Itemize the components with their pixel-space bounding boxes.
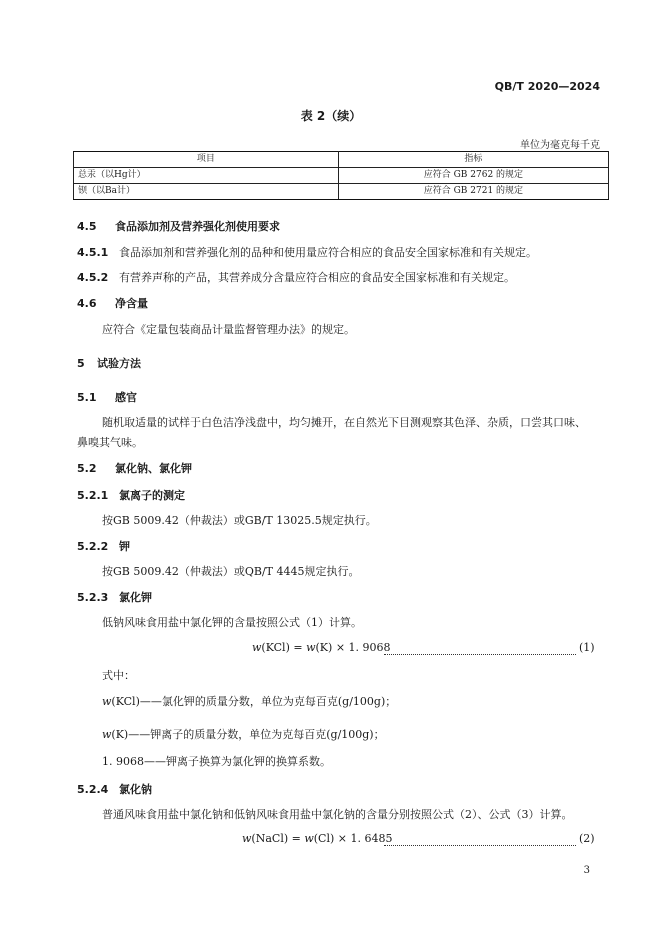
formula-factor: × 1. 9068 — [335, 641, 391, 654]
leader-dots — [384, 654, 576, 655]
where-label: 式中： — [102, 669, 135, 682]
section-5-2-2-heading — [77, 538, 130, 554]
section-title: 氯化钠、氯化钾 — [115, 462, 192, 475]
variable-definition — [102, 726, 385, 742]
section-5-2-1-heading — [77, 487, 185, 503]
section-title: 感官 — [115, 391, 137, 404]
section-number: 5.1 — [77, 391, 97, 404]
section-5-2-1-text: 按GB 5009.42（仲裁法）或GB/T 13025.5规定执行。 — [102, 514, 377, 527]
section-number: 5.2.1 — [77, 489, 109, 502]
section-title: 钾 — [119, 540, 130, 553]
formula-rhs: (K) — [315, 641, 333, 654]
clause-text: 有营养声称的产品，其营养成分含量应符合相应的食品安全国家标准和有关规定。 — [119, 271, 515, 284]
section-title: 氯化钾 — [119, 591, 152, 604]
page-number: 3 — [583, 865, 590, 876]
chapter-5-heading — [77, 355, 141, 371]
clause-text: 食品添加剂和营养强化剂的品种和使用量应符合相应的食品安全国家标准和有关规定。 — [119, 246, 537, 259]
table-unit: 单位为毫克每千克 — [520, 140, 600, 151]
section-5-2-2-text: 按GB 5009.42（仲裁法）或QB/T 4445规定执行。 — [102, 565, 360, 578]
formula-factor: × 1. 6485 — [337, 832, 393, 845]
formula-symbol: w — [304, 832, 314, 845]
table-cell: 总汞（以Hg计） — [74, 168, 339, 184]
formula-number: (2) — [579, 832, 595, 845]
formula-1 — [252, 641, 391, 654]
section-5-2-3-text: 低钠风味食用盐中氯化钾的含量按照公式（1）计算。 — [102, 616, 362, 629]
section-title: 食品添加剂及营养强化剂使用要求 — [115, 220, 280, 233]
section-title: 氯离子的测定 — [119, 489, 185, 502]
formula-symbol: w — [306, 641, 316, 654]
column-header-indicator: 指标 — [338, 152, 608, 168]
section-5-1-heading — [77, 389, 137, 405]
section-number: 4.5 — [77, 220, 97, 233]
clause-4-5-2 — [77, 269, 515, 285]
section-5-2-4-heading — [77, 781, 152, 797]
section-4-5-heading — [77, 218, 280, 234]
formula-symbol: w — [252, 641, 262, 654]
section-title: 氯化钠 — [119, 783, 152, 796]
standard-number: QB/T 2020—2024 — [494, 80, 600, 93]
leader-dots — [384, 845, 576, 846]
formula-symbol: w — [242, 832, 252, 845]
formula-equals: = — [293, 641, 303, 654]
section-5-1-text-line-1: 随机取适量的试样于白色洁净浅盘中，均匀摊开，在自然光下目测观察其色泽、杂质，口尝其口味、 — [102, 416, 586, 429]
clause-number: 4.5.1 — [77, 246, 109, 259]
variable-paren: (K) — [111, 728, 129, 741]
formula-number: (1) — [579, 641, 595, 654]
section-5-2-heading — [77, 460, 192, 476]
table-row — [74, 184, 609, 200]
section-title: 试验方法 — [97, 357, 141, 370]
clause-number: 4.5.2 — [77, 271, 109, 284]
limits-table — [73, 151, 609, 200]
table-cell: 钡（以Ba计） — [74, 184, 339, 200]
section-number: 4.6 — [77, 297, 97, 310]
variable-desc: ——钾离子的质量分数，单位为克每百克(g/100g)； — [128, 728, 385, 741]
section-5-2-4-text: 普通风味食用盐中氯化钠和低钠风味食用盐中氯化钠的含量分别按照公式（2）、公式（3）计算。 — [102, 808, 573, 821]
variable-definition — [102, 693, 396, 709]
variable-paren: (KCl) — [111, 695, 140, 708]
table-header-row — [74, 152, 609, 168]
formula-equals: = — [291, 832, 301, 845]
table-title: 表 2（续） — [300, 109, 362, 123]
table-cell: 应符合 GB 2762 的规定 — [338, 168, 608, 184]
section-number: 5.2.3 — [77, 591, 109, 604]
column-header-item: 项目 — [74, 152, 339, 168]
variable-definition: 1. 9068——钾离子换算为氯化钾的换算系数。 — [102, 755, 331, 768]
section-5-2-3-heading — [77, 589, 152, 605]
formula-2 — [242, 832, 393, 845]
formula-lhs: (KCl) — [261, 641, 290, 654]
clause-4-5-1 — [77, 244, 537, 260]
section-number: 5.2.4 — [77, 783, 109, 796]
table-cell: 应符合 GB 2721 的规定 — [338, 184, 608, 200]
section-number: 5.2.2 — [77, 540, 109, 553]
section-number: 5.2 — [77, 462, 97, 475]
table-row — [74, 168, 609, 184]
section-title: 净含量 — [115, 297, 148, 310]
section-number: 5 — [77, 357, 85, 370]
section-5-1-text-line-2: 鼻嗅其气味。 — [77, 436, 143, 449]
section-4-6-heading — [77, 295, 148, 311]
section-4-6-text: 应符合《定量包装商品计量监督管理办法》的规定。 — [102, 323, 355, 336]
variable-desc: ——氯化钾的质量分数，单位为克每百克(g/100g)； — [139, 695, 397, 708]
variable-symbol: w — [102, 728, 112, 741]
variable-symbol: w — [102, 695, 112, 708]
formula-rhs: (Cl) — [313, 832, 335, 845]
formula-lhs: (NaCl) — [251, 832, 289, 845]
